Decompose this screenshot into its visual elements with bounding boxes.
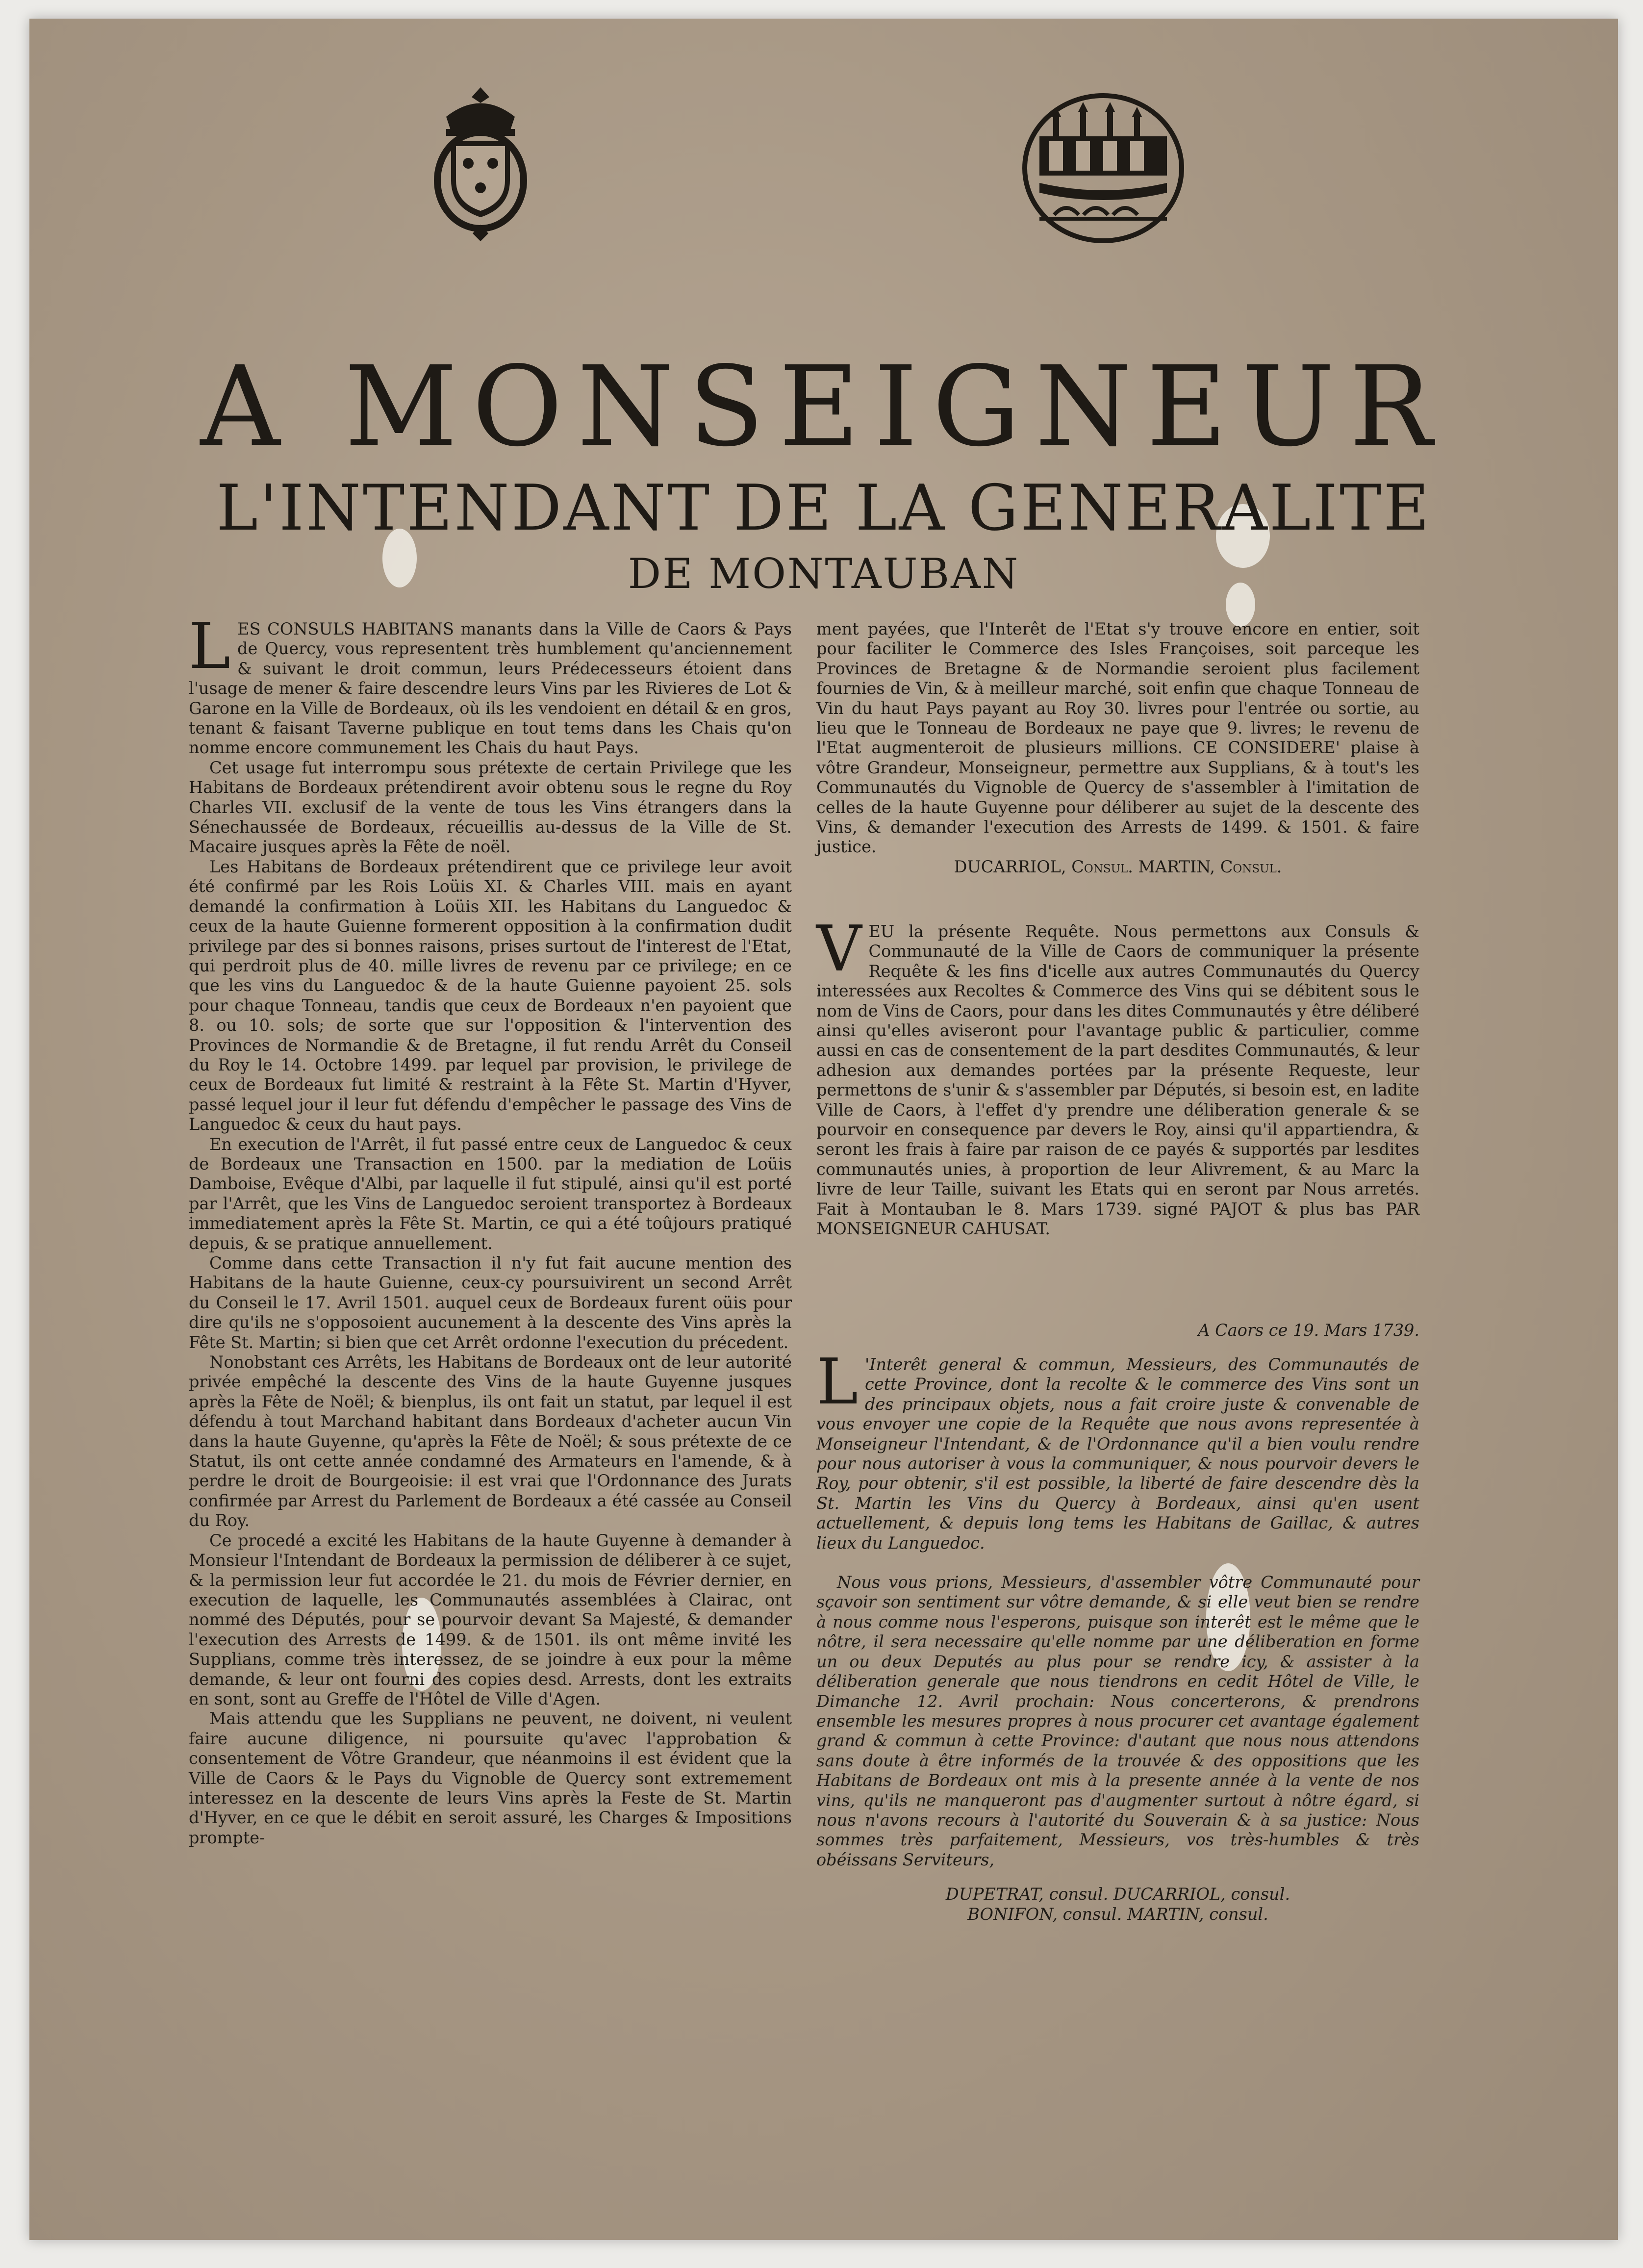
title-sub: L'INTENDANT DE LA GENERALITE — [216, 472, 1431, 545]
drop-cap: L — [816, 1346, 858, 1419]
signoff-line: DUPETRAT, consul. DUCARRIOL, consul. — [945, 1885, 1290, 1904]
paragraph: Les Habitans de Bordeaux prétendirent que ce privilege leur avoit été confirmé par les Rois Loüis XI. & Charles VIII. mais en ayant demandé la confirmation à Loüis XII. les Habitans du Languedoc & ceux de la haute Guienne formerent opposition à la confirmation dudit privilege par des si bonnes raisons, prises surtout de l'interest de l'Etat, qui perdroit plus de 40. mille livres de revenu par ce privilege; en ce que les vins du Languedoc & de la haute Guienne payoient 25. sols pour chaque Tonneau, tandis que ceux de Bordeaux n'en payoient que 8. ou 10. sols; de sorte que sur l'opposition & l'intervention des Provinces de Normandie & de Bretagne, il fut rendu Arrêt du Conseil du Roy le 14. Octobre 1499. par lequel par provision, le privilege de ceux de Bordeaux fut limité & restraint à la Fête St. Martin d'Hyver, passé lequel jour il leur fut défendu d'empêcher le passage des Vins de Languedoc & ceux du haut pays. — [189, 857, 792, 1134]
city-arms-icon — [1020, 87, 1187, 244]
title-main: A MONSEIGNEUR — [200, 343, 1447, 471]
document-sheet — [29, 19, 1618, 2240]
paragraph: Nonobstant ces Arrêts, les Habitans de Bordeaux ont de leur autorité privée empêché la descente des Vins de la haute Guyenne jusques après la Fête de Noël; & bienplus, ils ont fait un statut, par lequel il est défendu à tout Marchand habitant dans Bordeaux d'acheter aucun Vin dans la haute Guyenne, qu'après la Fête de Noël; & sous prétexte de ce Statut, ils ont cette année condamné des Armateurs en l'amende, & à perdre le droit de Bourgeoisie: il est vrai que l'Ordonnance des Jurats confirmée par Arrest du Parlement de Bordeaux a été cassée au Conseil du Roy. — [189, 1352, 792, 1530]
paragraph: Mais attendu que les Supplians ne peuvent, ne doivent, ni veulent faire aucune diligence, ni poursuite qu'avec l'approbation & consentement de Vôtre Grandeur, que néanmoins il est évident que la Ville de Caors & le Pays du Vignoble de Quercy sont extremement interessez en la descente de leurs Vins après la Feste de St. Martin d'Hyver, en ce que le débit en seroit assuré, les Charges & Impositions prompte- — [189, 1709, 792, 1847]
paragraph: EU la présente Requête. Nous permettons aux Consuls & Communauté de la Ville de Caors de communiquer la présente Requête & les fins d'icelle aux autres Communautés du Quercy interessées aux Recoltes & Commerce des Vins qui se débitent sous le nom de Vins de Caors, pour dans les dites Communautés y être déliberé ainsi qu'elles aviseront pour l'avantage public & particulier, comme aussi en cas de consentement de la part desdites Communautés, & leur adhesion aux demandes portées par la présente Requeste, leur permettons de s'unir & s'assembler par Députés, si besoin est, en ladite Ville de Caors, à l'effet d'y prendre une déliberation generale & se pourvoir en consequence par devers le Roy, ainsi qu'il appartiendra, & seront les frais à faire par raison de ce payés & supportés par lesdites communautés unies, à proportion de leur Alivrement, & au Marc la livre de leur Taille, suivant les Etats qui en seront par Nous arretés. Fait à Montauban le 8. Mars 1739. signé PAJOT & plus bas PAR MONSEIGNEUR CAHUSAT. — [816, 922, 1419, 1239]
ordinance — [816, 913, 1419, 1239]
drop-cap: L — [189, 610, 230, 683]
circular-letter — [816, 1346, 1419, 1924]
royal-arms-icon — [422, 82, 539, 244]
paragraph: Ce procedé a excité les Habitans de la haute Guyenne à demander à Monsieur l'Intendant de Bordeaux la permission de déliberer à ce sujet, & la permission leur fut accordée le 21. du mois de Février dernier, en execution de laquelle, les Communautés assemblées à Clairac, ont nommé des Députés, pour se pourvoir devant Sa Majesté, & demander l'execution des Arrests de 1499. & de 1501. ils ont même invité les Supplians, comme très interessez, de se joindre à eux pour la même demande, & leur ont fourni des copies desd. Arrests, dont les extraits en sont, sont au Greffe de l'Hôtel de Ville d'Agen. — [189, 1530, 792, 1708]
paragraph: ment payées, que l'Interêt de l'Etat s'y trouve encore en entier, soit pour faciliter le Commerce des Isles Françoises, soit parceque les Provinces de Bretagne & de Normandie seroient plus facilement fournies de Vin, & à meilleur marché, soit enfin que chaque Tonneau de Vin du haut Pays payant au Roy 30. livres pour l'entrée ou sortie, au lieu que le Tonneau de Bordeaux ne paye que 9. livres; le revenu de l'Etat augmenteroit de plusieurs millions. CE CONSIDERE' plaise à vôtre Grandeur, Monseigneur, permettre aux Supplians, & à tout's les Communautés du Vignoble de Quercy de s'assembler à l'imitation de celles de la haute Guyenne pour déliberer au sujet de la descente des Vins, & demander l'execution des Arrests de 1499. & 1501. & faire justice. — [816, 619, 1419, 857]
signoff-line: BONIFON, consul. MARTIN, consul. — [967, 1904, 1268, 1924]
title-location: DE MONTAUBAN — [628, 550, 1020, 598]
paragraph: Cet usage fut interrompu sous prétexte de certain Privilege que les Habitans de Bordeaux prétendirent avoir obtenu sous le regne du Roy Charles VII. exclusif de la vente de tous les Vins étrangers dans la Sénechaussée de Bordeaux, récueillis au-dessus de la Ville de St. Macaire jusques après la Fête de noël. — [189, 758, 792, 857]
consul-signatures: DUCARRIOL, Consul. MARTIN, Consul. — [954, 857, 1282, 876]
petition-conclusion — [816, 619, 1419, 877]
paragraph: 'Interêt general & commun, Messieurs, des Communautés de cette Province, dont la recolte & le commerce des Vins sont un des principaux objets, nous a fait croire juste & convenable de vous envoyer une copie de la Requête que nous avons representée à Monseigneur l'Intendant, & de l'Ordonnance qu'il a bien voulu rendre pour nous autoriser à vous la communiquer, & nous pourvoir devers le Roy, pour obtenir, s'il est possible, la liberté de faire descendre dès la St. Martin les Vins du Quercy à Bordeaux, ainsi qu'en usent actuellement, & depuis long tems les Habitans de Gaillac, & autres lieux du Languedoc. — [816, 1355, 1419, 1553]
left-column — [189, 610, 792, 1848]
paragraph: Comme dans cette Transaction il n'y fut fait aucune mention des Habitans de la haute Guienne, ceux-cy poursuivirent un second Arrêt du Conseil le 17. Avril 1501. auquel ceux de Bordeaux furent oüis pour dire qu'ils ne s'opposoient aucunement à la descente des Vins après la Fête St. Martin; si bien que cet Arrêt ordonne l'execution du précedent. — [189, 1253, 792, 1352]
paragraph: ES CONSULS HABITANS manants dans la Ville de Caors & Pays de Quercy, vous representent très humblement qu'anciennement & suivant le droit commun, leurs Prédecesseurs étoient dans l'usage de mener & faire descendre leurs Vins par les Rivieres de Lot & Garone en la Ville de Bordeaux, où ils les vendoient en détail & en gros, tenant & faisant Taverne publique en tout tems dans les Chais qu'on nomme encore communement les Chais du haut Pays. — [189, 619, 792, 758]
drop-cap: V — [816, 913, 862, 986]
letter-date: A Caors ce 19. Mars 1739. — [1198, 1321, 1419, 1340]
paragraph: En execution de l'Arrêt, il fut passé entre ceux de Languedoc & ceux de Bordeaux une Transaction en 1500. par la mediation de Loüis Damboise, Evêque d'Albi, par laquelle il fut stipulé, ainsi qu'il est porté par l'Arrêt, que les Vins de Languedoc seroient transportez à Bordeaux immediatement après la Fête St. Martin, ce qui a été toûjours pratiqué depuis, & se pratique annuellement. — [189, 1134, 792, 1253]
paragraph: Nous vous prions, Messieurs, d'assembler vôtre Communauté pour sçavoir son sentiment sur vôtre demande, & si elle veut bien se rendre à nous comme nous l'esperons, puisque son interêt est le même que le nôtre, il sera necessaire qu'elle nomme par une déliberation en forme un ou deux Deputés au plus pour se rendre icy, & assister à la déliberation generale que nous tiendrons en cedit Hôtel de Ville, le Dimanche 12. Avril prochain: Nous concerterons, & prendrons ensemble les mesures propres à nous procurer cet avantage également grand & commun à cette Province: d'autant que nous nous attendons sans doute à être informés de la trouvée & des oppositions que les Habitans de Bordeaux ont mis à la presente année à la vente de nos vins, qu'ils ne manqueront pas d'augmenter surtout à nôtre égard, si nous n'avons recours à l'autorité du Souverain & à sa justice: Nous sommes très parfaitement, Messieurs, vos très-humbles & très obéissans Serviteurs, — [816, 1573, 1419, 1869]
